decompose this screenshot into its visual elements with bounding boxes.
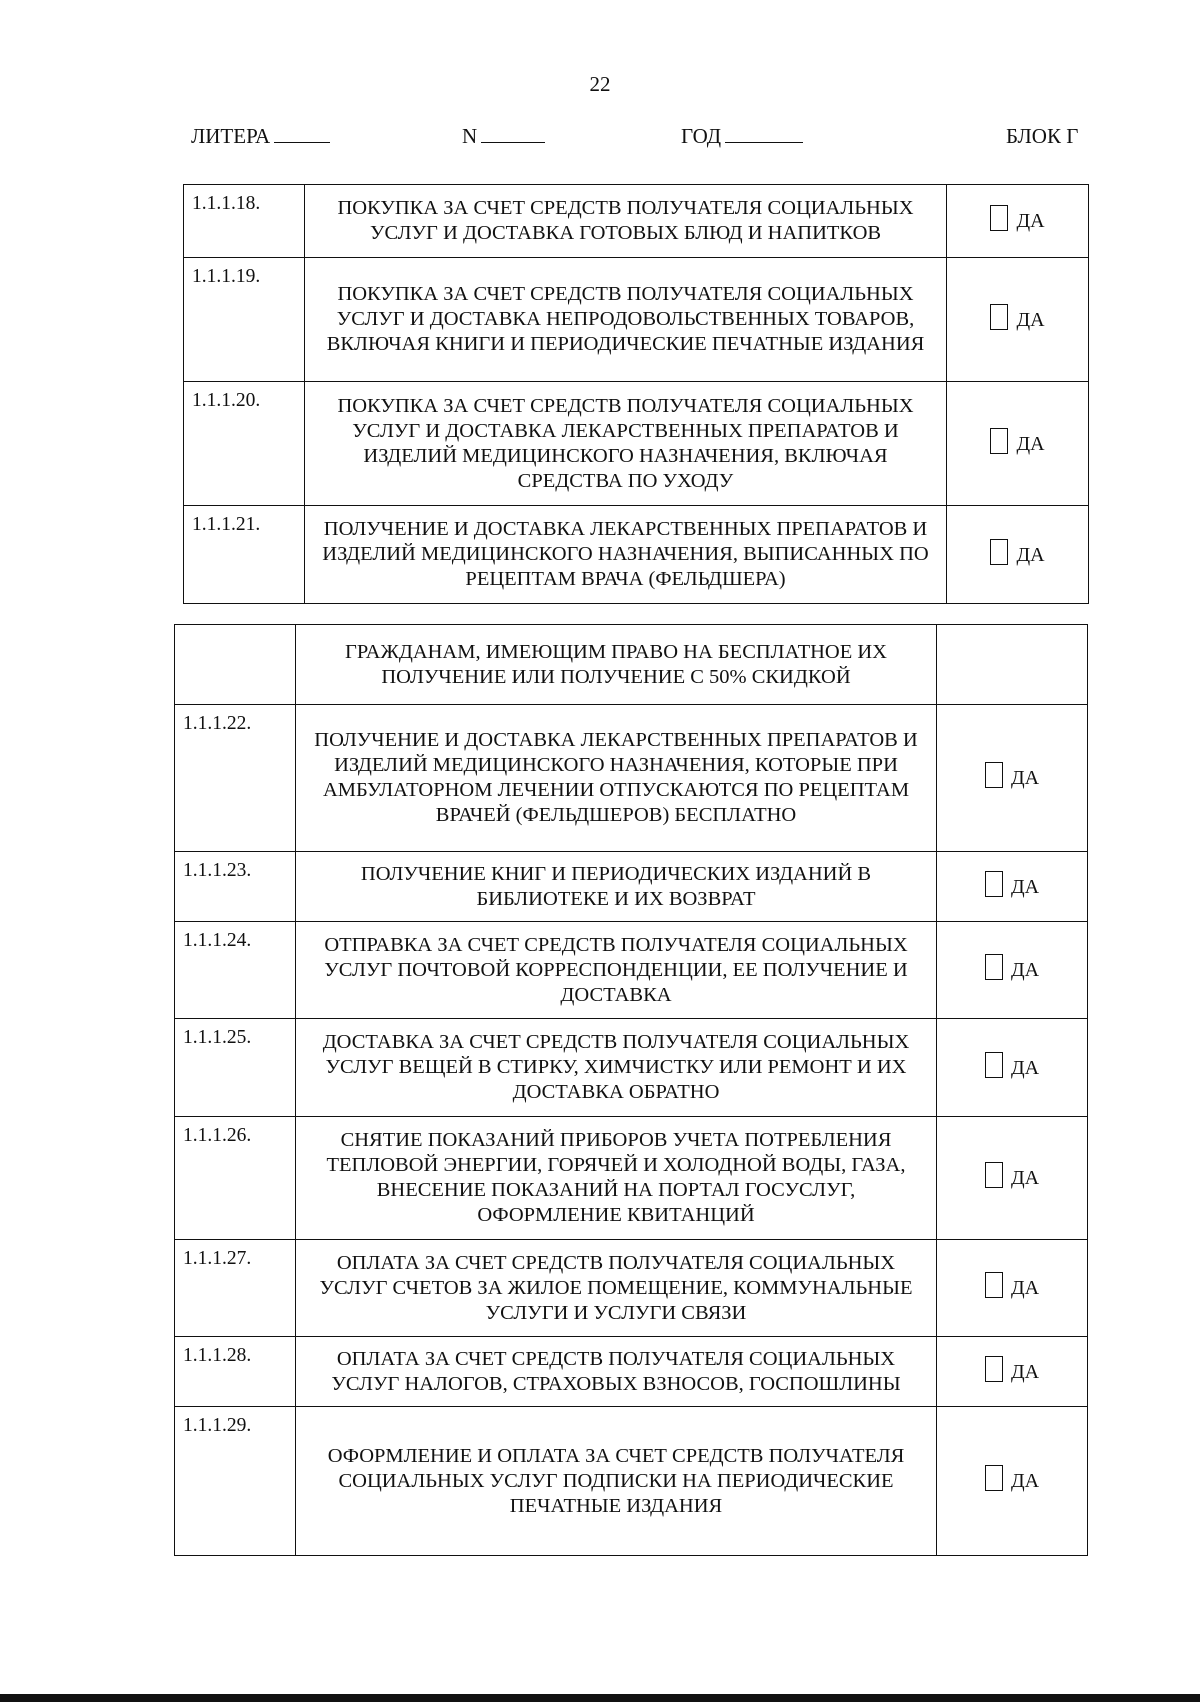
yes-option: [947, 185, 1089, 258]
services-table-2-body: [174, 624, 1088, 1556]
checkbox[interactable]: [985, 1465, 1003, 1491]
row-description: ОПЛАТА ЗА СЧЕТ СРЕДСТВ ПОЛУЧАТЕЛЯ СОЦИАЛЬНЫХ УСЛУГ СЧЕТОВ ЗА ЖИЛОЕ ПОМЕЩЕНИЕ, КОММУНАЛЬНЫЕ УСЛУГИ И УСЛУГИ СВЯЗИ: [296, 1240, 937, 1337]
row-number: 1.1.1.29.: [175, 1407, 296, 1556]
row-number: 1.1.1.20.: [184, 382, 305, 506]
yes-label: ДА: [1010, 875, 1040, 898]
yes-option: [937, 1019, 1088, 1117]
row-number: 1.1.1.28.: [175, 1337, 296, 1407]
checkbox[interactable]: [990, 304, 1008, 330]
litera-field: [191, 124, 330, 149]
checkbox[interactable]: [990, 205, 1008, 231]
row-number: 1.1.1.26.: [175, 1117, 296, 1240]
yes-option: [947, 506, 1089, 604]
page-number: 22: [589, 72, 611, 96]
yes-label: ДА: [1016, 210, 1045, 232]
row-description: ПОЛУЧЕНИЕ И ДОСТАВКА ЛЕКАРСТВЕННЫХ ПРЕПАРАТОВ И ИЗДЕЛИЙ МЕДИЦИНСКОГО НАЗНАЧЕНИЯ, ВЫПИСАННЫХ ПО РЕЦЕПТАМ ВРАЧА (ФЕЛЬДШЕРА): [305, 506, 947, 604]
table-row: [175, 1337, 1088, 1407]
yes-option: [947, 258, 1089, 382]
section-header-text: ГРАЖДАНАМ, ИМЕЮЩИМ ПРАВО НА БЕСПЛАТНОЕ ИХ ПОЛУЧЕНИЕ ИЛИ ПОЛУЧЕНИЕ С 50% СКИДКОЙ: [296, 625, 937, 705]
number-label: N: [462, 124, 478, 148]
block-label: БЛОК Г: [1006, 124, 1079, 148]
row-description: ОПЛАТА ЗА СЧЕТ СРЕДСТВ ПОЛУЧАТЕЛЯ СОЦИАЛЬНЫХ УСЛУГ НАЛОГОВ, СТРАХОВЫХ ВЗНОСОВ, ГОСПОШЛИНЫ: [296, 1337, 937, 1407]
number-blank[interactable]: [481, 124, 545, 143]
yes-option: [947, 382, 1089, 506]
table-row: [184, 382, 1089, 506]
row-number: 1.1.1.23.: [175, 852, 296, 922]
row-number: 1.1.1.25.: [175, 1019, 296, 1117]
year-field: [681, 124, 803, 149]
yes-option: [937, 1337, 1088, 1407]
table-section-header: [175, 625, 1088, 705]
table-row: [184, 185, 1089, 258]
yes-label: ДА: [1010, 1470, 1040, 1492]
table-row: [175, 1117, 1088, 1240]
services-table-1: [183, 184, 1089, 604]
table-row: [175, 922, 1088, 1019]
yes-label: ДА: [1010, 767, 1040, 789]
year-label: ГОД: [681, 124, 722, 148]
checkbox[interactable]: [990, 428, 1008, 454]
row-description: ПОКУПКА ЗА СЧЕТ СРЕДСТВ ПОЛУЧАТЕЛЯ СОЦИАЛЬНЫХ УСЛУГ И ДОСТАВКА ГОТОВЫХ БЛЮД И НАПИТКОВ: [305, 185, 947, 258]
row-number: 1.1.1.22.: [175, 705, 296, 852]
row-description: ОФОРМЛЕНИЕ И ОПЛАТА ЗА СЧЕТ СРЕДСТВ ПОЛУЧАТЕЛЯ СОЦИАЛЬНЫХ УСЛУГ ПОДПИСКИ НА ПЕРИОДИЧЕСКИЕ ПЕЧАТНЫЕ ИЗДАНИЯ: [296, 1407, 937, 1556]
row-description: ПОКУПКА ЗА СЧЕТ СРЕДСТВ ПОЛУЧАТЕЛЯ СОЦИАЛЬНЫХ УСЛУГ И ДОСТАВКА НЕПРОДОВОЛЬСТВЕННЫХ ТОВАРОВ, ВКЛЮЧАЯ КНИГИ И ПЕРИОДИЧЕСКИЕ ПЕЧАТНЫЕ ИЗДАНИЯ: [305, 258, 947, 382]
yes-label: ДА: [1010, 1277, 1040, 1299]
table-row: [184, 506, 1089, 604]
row-number: 1.1.1.19.: [184, 258, 305, 382]
row-number: 1.1.1.27.: [175, 1240, 296, 1337]
table-row: [175, 705, 1088, 852]
checkbox[interactable]: [985, 1272, 1003, 1298]
litera-blank[interactable]: [274, 124, 330, 143]
yes-label: ДА: [1010, 1360, 1040, 1383]
row-description: ПОЛУЧЕНИЕ КНИГ И ПЕРИОДИЧЕСКИХ ИЗДАНИЙ В БИБЛИОТЕКЕ И ИХ ВОЗВРАТ: [296, 852, 937, 922]
yes-label: ДА: [1010, 959, 1040, 981]
yes-option: [937, 1407, 1088, 1556]
row-number: 1.1.1.21.: [184, 506, 305, 604]
number-field: [462, 124, 545, 149]
row-description: ДОСТАВКА ЗА СЧЕТ СРЕДСТВ ПОЛУЧАТЕЛЯ СОЦИАЛЬНЫХ УСЛУГ ВЕЩЕЙ В СТИРКУ, ХИМЧИСТКУ ИЛИ РЕМОНТ И ИХ ДОСТАВКА ОБРАТНО: [296, 1019, 937, 1117]
yes-option: [937, 1117, 1088, 1240]
table-row: [175, 1019, 1088, 1117]
row-description: СНЯТИЕ ПОКАЗАНИЙ ПРИБОРОВ УЧЕТА ПОТРЕБЛЕНИЯ ТЕПЛОВОЙ ЭНЕРГИИ, ГОРЯЧЕЙ И ХОЛОДНОЙ ВОДЫ, ГАЗА, ВНЕСЕНИЕ ПОКАЗАНИЙ НА ПОРТАЛ ГОСУСЛУГ, ОФОРМЛЕНИЕ КВИТАНЦИЙ: [296, 1117, 937, 1240]
checkbox[interactable]: [985, 1356, 1003, 1382]
yes-option: [937, 705, 1088, 852]
table-row: [175, 852, 1088, 922]
yes-label: ДА: [1016, 432, 1045, 455]
empty-cell: [175, 625, 296, 705]
yes-label: ДА: [1010, 1056, 1040, 1079]
table-row: [184, 258, 1089, 382]
table-row: [175, 1407, 1088, 1556]
yes-label: ДА: [1016, 543, 1045, 566]
yes-label: ДА: [1010, 1167, 1040, 1189]
row-number: 1.1.1.24.: [175, 922, 296, 1019]
scan-edge: [0, 1694, 1200, 1702]
checkbox[interactable]: [990, 539, 1008, 565]
checkbox[interactable]: [985, 871, 1003, 897]
row-description: ПОЛУЧЕНИЕ И ДОСТАВКА ЛЕКАРСТВЕННЫХ ПРЕПАРАТОВ И ИЗДЕЛИЙ МЕДИЦИНСКОГО НАЗНАЧЕНИЯ, КОТОРЫЕ ПРИ АМБУЛАТОРНОМ ЛЕЧЕНИИ ОТПУСКАЮТСЯ ПО РЕЦЕПТАМ ВРАЧЕЙ (ФЕЛЬДШЕРОВ) БЕСПЛАТНО: [296, 705, 937, 852]
row-number: 1.1.1.18.: [184, 185, 305, 258]
checkbox[interactable]: [985, 1052, 1003, 1078]
table-row: [175, 1240, 1088, 1337]
year-blank[interactable]: [725, 124, 803, 143]
checkbox[interactable]: [985, 762, 1003, 788]
yes-label: ДА: [1016, 308, 1045, 331]
yes-option: [937, 922, 1088, 1019]
checkbox[interactable]: [985, 954, 1003, 980]
row-description: ОТПРАВКА ЗА СЧЕТ СРЕДСТВ ПОЛУЧАТЕЛЯ СОЦИАЛЬНЫХ УСЛУГ ПОЧТОВОЙ КОРРЕСПОНДЕНЦИИ, ЕЕ ПОЛУЧЕНИЕ И ДОСТАВКА: [296, 922, 937, 1019]
checkbox[interactable]: [985, 1162, 1003, 1188]
row-description: ПОКУПКА ЗА СЧЕТ СРЕДСТВ ПОЛУЧАТЕЛЯ СОЦИАЛЬНЫХ УСЛУГ И ДОСТАВКА ЛЕКАРСТВЕННЫХ ПРЕПАРАТОВ И ИЗДЕЛИЙ МЕДИЦИНСКОГО НАЗНАЧЕНИЯ, ВКЛЮЧАЯ СРЕДСТВА ПО УХОДУ: [305, 382, 947, 506]
empty-cell: [937, 625, 1088, 705]
yes-option: [937, 852, 1088, 922]
yes-option: [937, 1240, 1088, 1337]
litera-label: ЛИТЕРА: [191, 124, 271, 148]
